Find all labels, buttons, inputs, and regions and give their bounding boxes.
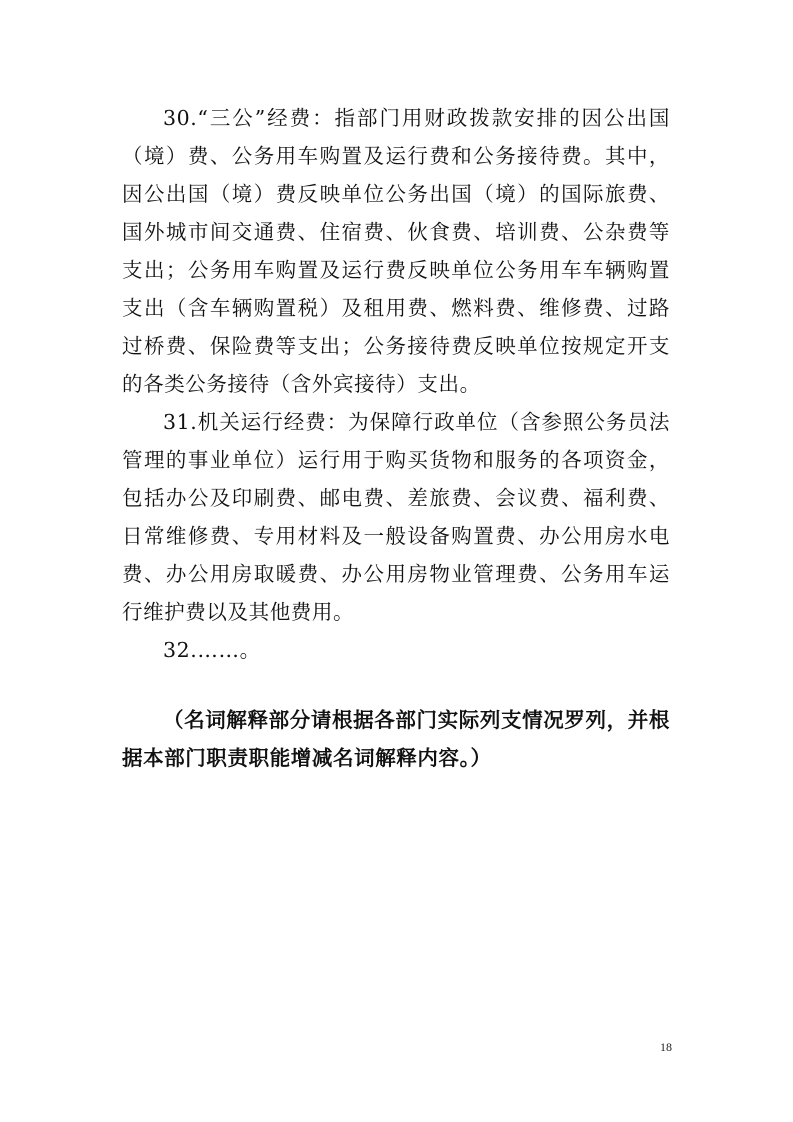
page-number: 18 [660,1040,672,1054]
document-body [122,99,670,669]
paragraph-san-gong-expenses: 30.“三公”经费：指部门用财政拨款安排的因公出国（境）费、公务用车购置及运行费和公务接待费。其中，因公出国（境）费反映单位公务出国（境）的国际旅费、国外城市间交通费、住宿费、伙食费、培训费、公杂费等支出；公务用车购置及运行费反映单位公务用车车辆购置支出（含车辆购置税）及租用费、燃料费、维修费、过路过桥费、保险费等支出；公务接待费反映单位按规定开支的各类公务接待（含外宾接待）支出。 [122,106,670,396]
editorial-note: （名词解释部分请根据各部门实际列支情况罗列，并根据本部门职责职能增减名词解释内容。） [122,708,670,770]
paragraph-agency-operating-expenses: 31.机关运行经费：为保障行政单位（含参照公务员法管理的事业单位）运行用于购买货物和服务的各项资金，包括办公及印刷费、邮电费、差旅费、会议费、福利费、日常维修费、专用材料及一般设备购置费、办公用房水电费、办公用房取暖费、办公用房物业管理费、公务用车运行维护费以及其他费用。 [122,410,670,624]
paragraph-item-32: 32.……。 [163,638,261,662]
